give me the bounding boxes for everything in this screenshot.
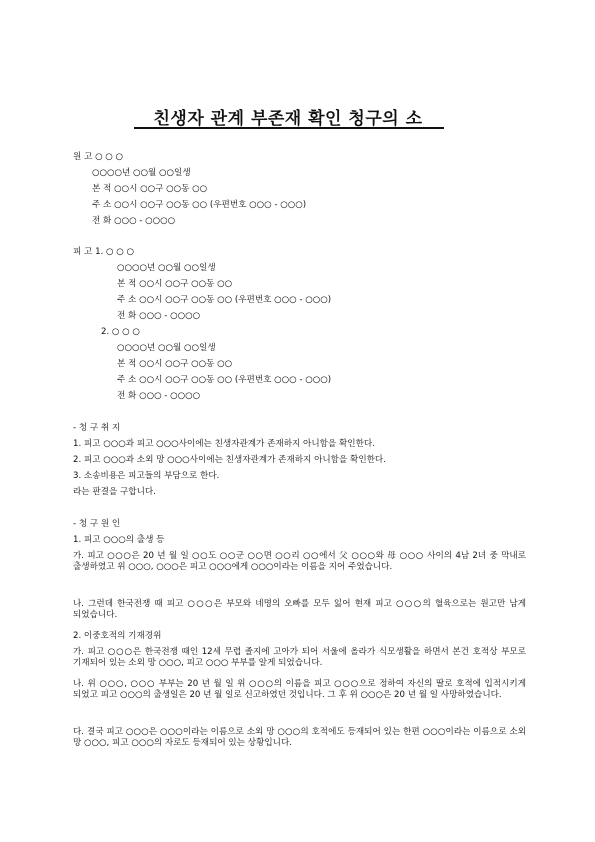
claim-cause-paragraph: 나. 위 ○○○, ○○○ 부부는 20 년 월 일 위 ○○○의 이름을 피고 ○○○으로 정하여 자신의 딸로 호적에 입적시키게 되었고 피고 ○○○의 출생일은 20 년 월 일로 신고하였던 것입니다. 그 후 위 ○○○은 20 년 월 일 사망하였습니다. [73,679,526,700]
defendant1-phone: 전 화 ○○○ - ○○○○ [117,311,201,321]
document-title: 친생자 관계 부존재 확인 청구의 소 [153,109,423,129]
document-title-wrap [128,104,448,129]
claim-cause-subheading: 1. 피고 ○○○의 출생 등 [73,535,165,545]
claim-purpose-item: 1. 피고 ○○○과 피고 ○○○사이에는 친생자관계가 존재하지 아니함을 확인한다. [73,439,375,449]
plaintiff-label: 원 고 ○ ○ ○ [73,152,124,162]
defendant2-phone: 전 화 ○○○ - ○○○○ [117,391,201,401]
claim-purpose-item: 2. 피고 ○○○과 소외 망 ○○○사이에는 친생자관계가 존재하지 아니함을 확인한다. [73,455,386,465]
claim-purpose-item: 3. 소송비용은 피고들의 부담으로 한다. [73,471,220,481]
defendant2-label: 2. ○ ○ ○ [101,327,140,337]
defendant-label: 피 고 1. ○ ○ ○ [73,247,134,257]
plaintiff-phone: 전 화 ○○○ - ○○○○ [92,216,176,226]
claim-cause-subheading: 2. 이중호적의 기재경위 [73,631,162,641]
title-underline [134,127,444,129]
claim-cause-paragraph: 가. 피고 ○○○은 20 년 월 일 ○○도 ○○군 ○○면 ○○리 ○○에서 父 ○○○와 母 ○○○ 사이의 4남 2녀 중 막내로 출생하였고 위 ○○○, ○○○은 피고 ○○○에게 ○○○이라는 이름을 지어 주었습니다. [73,551,526,572]
plaintiff-domicile: 본 적 ○○시 ○○구 ○○동 ○○ [92,184,208,194]
plaintiff-address: 주 소 ○○시 ○○구 ○○동 ○○ (우편번호 ○○○ - ○○○) [92,200,307,210]
defendant2-domicile: 본 적 ○○시 ○○구 ○○동 ○○ [117,359,233,369]
claim-cause-paragraph: 다. 결국 피고 ○○○은 ○○○이라는 이름으로 소외 망 ○○○의 호적에도 등재되어 있는 한편 ○○○이라는 이름으로 소외 망 ○○○, 피고 ○○○의 자로도 등재되어 있는 상황입니다. [73,727,526,748]
claim-cause-paragraph: 나. 그런데 한국전쟁 때 피고 ○○○은 부모와 네명의 오빠를 모두 잃어 현재 피고 ○○○의 혈육으로는 원고만 남게 되었습니다. [73,599,526,620]
defendant1-domicile: 본 적 ○○시 ○○구 ○○동 ○○ [117,279,233,289]
plaintiff-birth: ○○○○년 ○○월 ○○일생 [92,168,191,178]
defendant2-address: 주 소 ○○시 ○○구 ○○동 ○○ (우편번호 ○○○ - ○○○) [117,375,332,385]
claim-purpose-closing: 라는 판결을 구합니다. [73,487,156,497]
claim-purpose-heading: - 청 구 취 지 [73,423,121,433]
defendant2-birth: ○○○○년 ○○월 ○○일생 [117,343,216,353]
defendant1-birth: ○○○○년 ○○월 ○○일생 [117,263,216,273]
defendant1-address: 주 소 ○○시 ○○구 ○○동 ○○ (우편번호 ○○○ - ○○○) [117,295,332,305]
claim-cause-paragraph: 가. 피고 ○○○은 한국전쟁 때인 12세 무렵 졸지에 고아가 되어 서울에 올라가 식모생활을 하면서 본건 호적상 부모로 기재되어 있는 소외 망 ○○○, 피고 ○○○ 부부를 알게 되었습니다. [73,647,526,668]
claim-cause-heading: - 청 구 원 인 [73,519,121,529]
